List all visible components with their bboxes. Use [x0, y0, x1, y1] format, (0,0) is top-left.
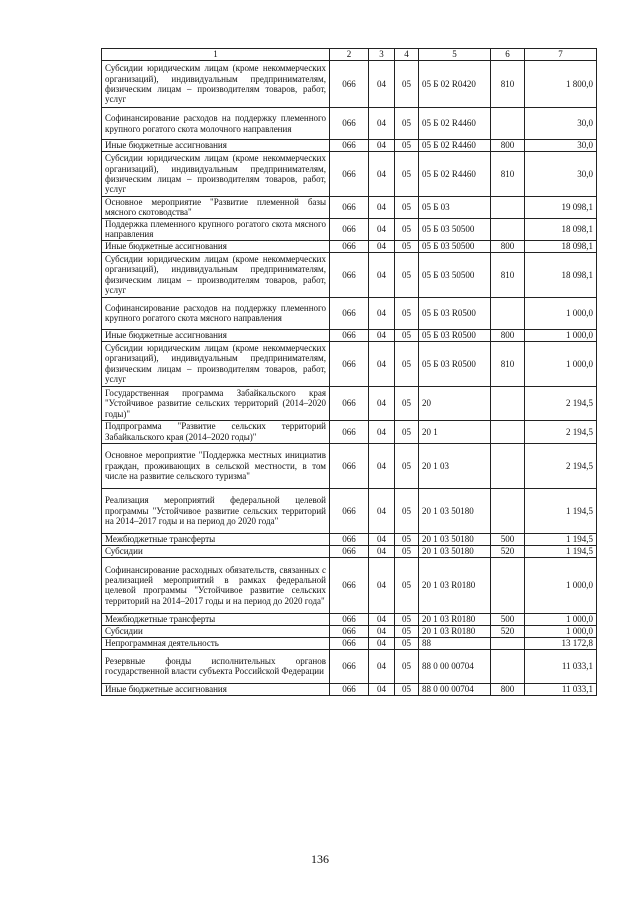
table-row: [102, 545, 597, 557]
cell-ministry: 066: [330, 545, 369, 557]
cell-expense-type: 800: [491, 240, 525, 252]
cell-name: Поддержка племенного крупного рогатого скота мясного направления: [102, 218, 330, 240]
table-row: [102, 197, 597, 219]
cell-expense-type: 500: [491, 613, 525, 625]
cell-ministry: 066: [330, 341, 369, 386]
cell-ministry: 066: [330, 625, 369, 637]
cell-name: Непрограммная деятельность: [102, 637, 330, 649]
cell-section: 04: [369, 341, 395, 386]
cell-section: 04: [369, 240, 395, 252]
table-row: [102, 613, 597, 625]
cell-target: 20 1 03 R0180: [419, 625, 491, 637]
cell-name: Софинансирование расходов на поддержку племенного крупного рогатого скота мясного направления: [102, 297, 330, 329]
cell-expense-type: 810: [491, 61, 525, 108]
col-header-amount: 7: [525, 49, 597, 61]
cell-subsection: 05: [395, 557, 419, 613]
cell-ministry: 066: [330, 252, 369, 297]
cell-subsection: 05: [395, 386, 419, 420]
cell-ministry: 066: [330, 557, 369, 613]
cell-target: 20 1 03 50180: [419, 488, 491, 533]
cell-expense-type: 500: [491, 533, 525, 545]
cell-amount: 1 800,0: [525, 61, 597, 108]
table-row: [102, 152, 597, 197]
cell-ministry: 066: [330, 683, 369, 695]
col-header-section: 3: [369, 49, 395, 61]
cell-amount: 30,0: [525, 108, 597, 140]
cell-expense-type: [491, 557, 525, 613]
cell-amount: 1 000,0: [525, 329, 597, 341]
cell-ministry: 066: [330, 140, 369, 152]
cell-target: 88 0 00 00704: [419, 649, 491, 683]
cell-name: Межбюджетные трансферты: [102, 613, 330, 625]
cell-name: Субсидии: [102, 625, 330, 637]
cell-section: 04: [369, 557, 395, 613]
table-row: [102, 108, 597, 140]
cell-subsection: 05: [395, 140, 419, 152]
cell-ministry: 066: [330, 329, 369, 341]
cell-ministry: 066: [330, 613, 369, 625]
cell-ministry: 066: [330, 488, 369, 533]
table-row: [102, 386, 597, 420]
cell-section: 04: [369, 637, 395, 649]
table-row: [102, 240, 597, 252]
table-row: [102, 218, 597, 240]
cell-expense-type: [491, 420, 525, 443]
table-row: [102, 140, 597, 152]
cell-section: 04: [369, 545, 395, 557]
cell-name: Иные бюджетные ассигнования: [102, 683, 330, 695]
cell-subsection: 05: [395, 108, 419, 140]
cell-expense-type: 810: [491, 152, 525, 197]
cell-target: 05 Б 02 R4460: [419, 108, 491, 140]
cell-target: 20 1 03 50180: [419, 533, 491, 545]
cell-ministry: 066: [330, 61, 369, 108]
cell-subsection: 05: [395, 252, 419, 297]
cell-target: 20 1 03 R0180: [419, 613, 491, 625]
cell-amount: 1 000,0: [525, 341, 597, 386]
cell-target: 20 1 03: [419, 443, 491, 488]
table-row: [102, 488, 597, 533]
cell-expense-type: [491, 297, 525, 329]
cell-name: Субсидии юридическим лицам (кроме некоммерческих организаций), индивидуальным предпринимателям, физическим лицам – производителям товаров, работ, услуг: [102, 152, 330, 197]
cell-ministry: 066: [330, 420, 369, 443]
col-header-expense-type: 6: [491, 49, 525, 61]
cell-expense-type: [491, 637, 525, 649]
cell-section: 04: [369, 297, 395, 329]
cell-target: 20: [419, 386, 491, 420]
cell-ministry: 066: [330, 108, 369, 140]
cell-amount: 2 194,5: [525, 386, 597, 420]
table-row: [102, 252, 597, 297]
cell-amount: 13 172,8: [525, 637, 597, 649]
cell-ministry: 066: [330, 637, 369, 649]
cell-amount: 1 194,5: [525, 488, 597, 533]
cell-subsection: 05: [395, 297, 419, 329]
cell-target: 88: [419, 637, 491, 649]
cell-amount: 1 000,0: [525, 557, 597, 613]
table-row: [102, 649, 597, 683]
cell-target: 05 Б 03 R0500: [419, 297, 491, 329]
cell-subsection: 05: [395, 61, 419, 108]
cell-target: 20 1: [419, 420, 491, 443]
cell-target: 05 Б 03 50500: [419, 252, 491, 297]
cell-subsection: 05: [395, 329, 419, 341]
cell-name: Основное мероприятие "Поддержка местных инициатив граждан, проживающих в сельской местности, в том числе на развитие сельского туризма": [102, 443, 330, 488]
cell-expense-type: 810: [491, 252, 525, 297]
cell-expense-type: [491, 197, 525, 219]
cell-name: Государственная программа Забайкальского края "Устойчивое развитие сельских территорий (2014–2020 годы)": [102, 386, 330, 420]
cell-subsection: 05: [395, 637, 419, 649]
cell-section: 04: [369, 197, 395, 219]
table-row: [102, 341, 597, 386]
cell-subsection: 05: [395, 341, 419, 386]
cell-ministry: 066: [330, 533, 369, 545]
cell-expense-type: [491, 649, 525, 683]
cell-amount: 1 000,0: [525, 625, 597, 637]
cell-target: 05 Б 03 R0500: [419, 341, 491, 386]
cell-name: Субсидии юридическим лицам (кроме некоммерческих организаций), индивидуальным предпринимателям, физическим лицам – производителям товаров, работ, услуг: [102, 341, 330, 386]
cell-expense-type: 810: [491, 341, 525, 386]
cell-expense-type: [491, 108, 525, 140]
page-number: 136: [311, 852, 329, 866]
cell-name: Основное мероприятие "Развитие племенной базы мясного скотоводства": [102, 197, 330, 219]
cell-subsection: 05: [395, 443, 419, 488]
cell-expense-type: 800: [491, 683, 525, 695]
cell-name: Субсидии юридическим лицам (кроме некоммерческих организаций), индивидуальным предпринимателям, физическим лицам – производителям товаров, работ, услуг: [102, 252, 330, 297]
cell-amount: 18 098,1: [525, 240, 597, 252]
cell-expense-type: 800: [491, 140, 525, 152]
cell-section: 04: [369, 443, 395, 488]
cell-name: Иные бюджетные ассигнования: [102, 140, 330, 152]
cell-target: 05 Б 03 50500: [419, 240, 491, 252]
cell-subsection: 05: [395, 420, 419, 443]
header-row: [102, 49, 597, 61]
cell-amount: 2 194,5: [525, 443, 597, 488]
cell-amount: 11 033,1: [525, 649, 597, 683]
table-row: [102, 420, 597, 443]
cell-section: 04: [369, 329, 395, 341]
cell-amount: 18 098,1: [525, 252, 597, 297]
cell-expense-type: 520: [491, 625, 525, 637]
cell-amount: 1 194,5: [525, 533, 597, 545]
cell-ministry: 066: [330, 240, 369, 252]
cell-amount: 30,0: [525, 152, 597, 197]
cell-section: 04: [369, 61, 395, 108]
cell-section: 04: [369, 218, 395, 240]
cell-target: 05 Б 03: [419, 197, 491, 219]
table-row: [102, 637, 597, 649]
cell-subsection: 05: [395, 533, 419, 545]
cell-section: 04: [369, 386, 395, 420]
cell-target: 05 Б 02 R4460: [419, 152, 491, 197]
table-body: [102, 61, 597, 696]
cell-section: 04: [369, 420, 395, 443]
table-row: [102, 61, 597, 108]
cell-amount: 30,0: [525, 140, 597, 152]
budget-table: [101, 48, 597, 696]
cell-subsection: 05: [395, 613, 419, 625]
cell-expense-type: 800: [491, 329, 525, 341]
cell-section: 04: [369, 613, 395, 625]
cell-amount: 2 194,5: [525, 420, 597, 443]
cell-amount: 1 000,0: [525, 297, 597, 329]
cell-section: 04: [369, 533, 395, 545]
cell-expense-type: 520: [491, 545, 525, 557]
table-row: [102, 533, 597, 545]
col-header-subsection: 4: [395, 49, 419, 61]
cell-expense-type: [491, 218, 525, 240]
cell-target: 05 Б 03 R0500: [419, 329, 491, 341]
cell-name: Реализация мероприятий федеральной целевой программы "Устойчивое развитие сельских территорий на 2014–2017 годы и на период до 2020 года": [102, 488, 330, 533]
cell-ministry: 066: [330, 386, 369, 420]
cell-name: Софинансирование расходов на поддержку племенного крупного рогатого скота молочного направления: [102, 108, 330, 140]
cell-name: Софинансирование расходных обязательств, связанных с реализацией мероприятий в рамках федеральной целевой программы "Устойчивое развитие сельских территорий на 2014–2017 годы и на период до 2020 года": [102, 557, 330, 613]
cell-name: Подпрограмма "Развитие сельских территорий Забайкальского края (2014–2020 годы)": [102, 420, 330, 443]
table-row: [102, 683, 597, 695]
cell-expense-type: [491, 488, 525, 533]
cell-ministry: 066: [330, 443, 369, 488]
cell-section: 04: [369, 252, 395, 297]
cell-target: 05 Б 03 50500: [419, 218, 491, 240]
cell-name: Субсидии: [102, 545, 330, 557]
cell-subsection: 05: [395, 649, 419, 683]
table-row: [102, 297, 597, 329]
cell-name: Иные бюджетные ассигнования: [102, 240, 330, 252]
cell-target: 88 0 00 00704: [419, 683, 491, 695]
cell-section: 04: [369, 625, 395, 637]
cell-subsection: 05: [395, 488, 419, 533]
cell-section: 04: [369, 152, 395, 197]
table-row: [102, 443, 597, 488]
cell-subsection: 05: [395, 625, 419, 637]
cell-ministry: 066: [330, 297, 369, 329]
cell-subsection: 05: [395, 218, 419, 240]
cell-name: Резервные фонды исполнительных органов государственной власти субъекта Российской Федерации: [102, 649, 330, 683]
cell-target: 05 Б 02 R0420: [419, 61, 491, 108]
cell-subsection: 05: [395, 683, 419, 695]
cell-subsection: 05: [395, 197, 419, 219]
cell-name: Субсидии юридическим лицам (кроме некоммерческих организаций), индивидуальным предпринимателям, физическим лицам – производителям товаров, работ, услуг: [102, 61, 330, 108]
cell-amount: 19 098,1: [525, 197, 597, 219]
cell-name: Иные бюджетные ассигнования: [102, 329, 330, 341]
col-header-target: 5: [419, 49, 491, 61]
cell-amount: 1 000,0: [525, 613, 597, 625]
table-row: [102, 557, 597, 613]
cell-section: 04: [369, 649, 395, 683]
cell-section: 04: [369, 140, 395, 152]
cell-target: 20 1 03 R0180: [419, 557, 491, 613]
cell-amount: 1 194,5: [525, 545, 597, 557]
cell-ministry: 066: [330, 649, 369, 683]
table-row: [102, 329, 597, 341]
cell-target: 05 Б 02 R4460: [419, 140, 491, 152]
cell-subsection: 05: [395, 152, 419, 197]
cell-amount: 11 033,1: [525, 683, 597, 695]
cell-amount: 18 098,1: [525, 218, 597, 240]
cell-expense-type: [491, 443, 525, 488]
col-header-name: 1: [102, 49, 330, 61]
cell-section: 04: [369, 108, 395, 140]
cell-ministry: 066: [330, 197, 369, 219]
cell-ministry: 066: [330, 218, 369, 240]
cell-expense-type: [491, 386, 525, 420]
cell-ministry: 066: [330, 152, 369, 197]
table-row: [102, 625, 597, 637]
cell-section: 04: [369, 488, 395, 533]
col-header-ministry: 2: [330, 49, 369, 61]
cell-section: 04: [369, 683, 395, 695]
cell-name: Межбюджетные трансферты: [102, 533, 330, 545]
cell-subsection: 05: [395, 240, 419, 252]
cell-subsection: 05: [395, 545, 419, 557]
cell-target: 20 1 03 50180: [419, 545, 491, 557]
